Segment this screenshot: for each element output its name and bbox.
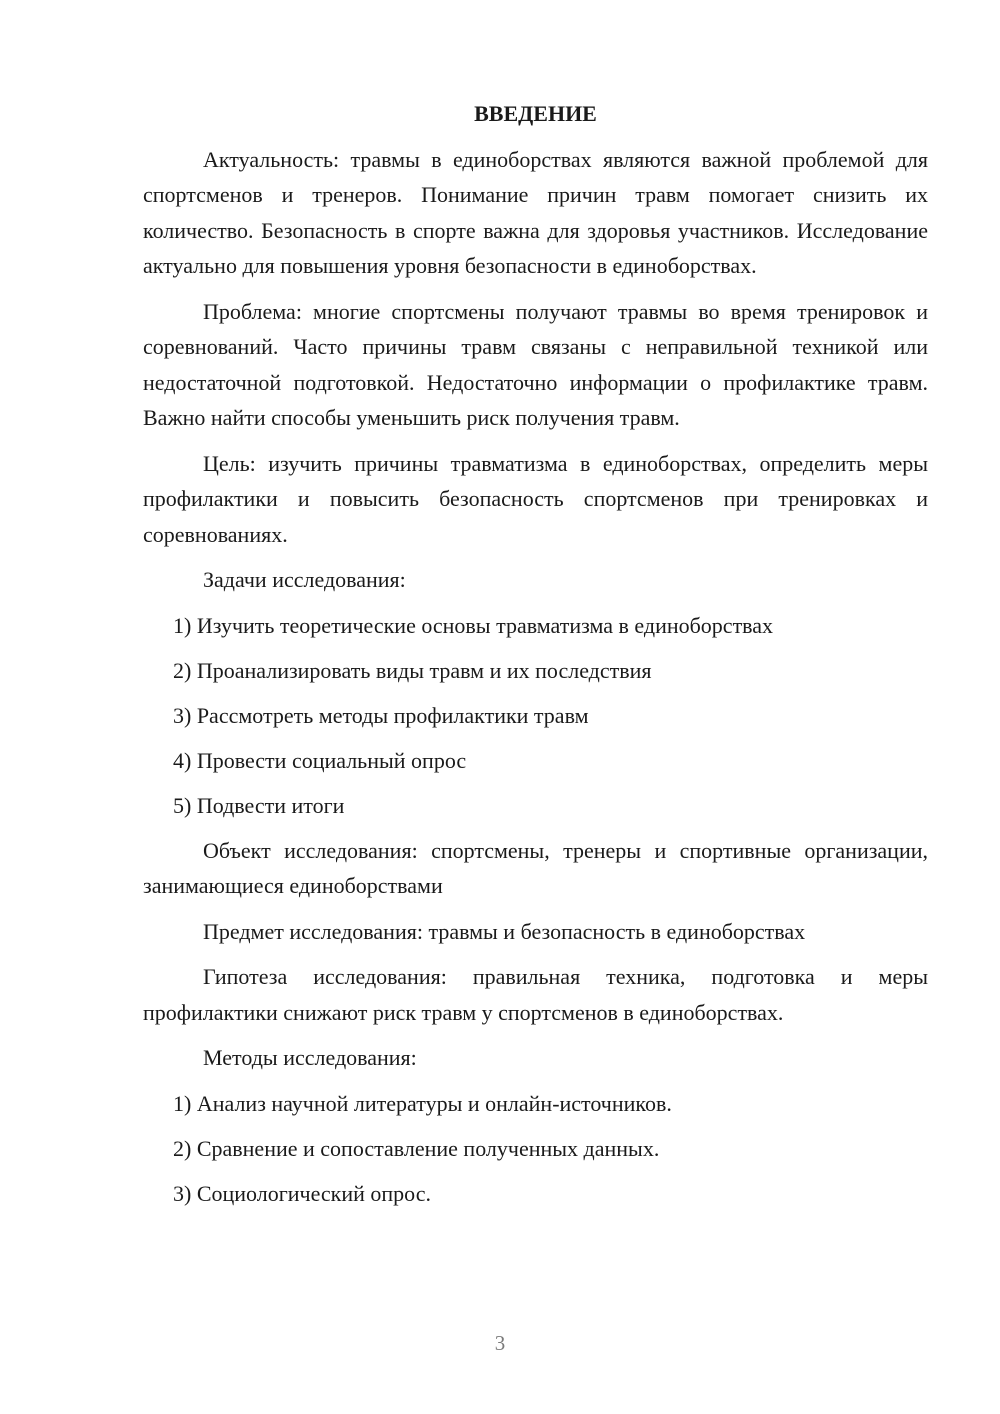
paragraph-problem: Проблема: многие спортсмены получают травмы во время тренировок и соревнований. Часто причины травм связаны с неправильной техникой или недостаточной подготовкой. Недостаточно информации о профилактике травм. Важно найти способы уменьшить риск получения травм.	[143, 298, 928, 430]
paragraph-object: Объект исследования: спортсмены, тренеры и спортивные организации, занимающиеся единоборствами	[143, 837, 928, 898]
paragraph-relevance: Актуальность: травмы в единоборствах являются важной проблемой для спортсменов и тренеров. Понимание причин травм помогает снизить их количество. Безопасность в спорте важна для здоровья участников. Исследование актуально для повышения уровня безопасности в единоборствах.	[143, 146, 928, 278]
paragraph-goal: Цель: изучить причины травматизма в единоборствах, определить меры профилактики и повысить безопасность спортсменов при тренировках и соревнованиях.	[143, 450, 928, 547]
methods-list	[143, 1086, 928, 1212]
document-title: ВВЕДЕНИЕ	[474, 101, 597, 126]
list-item: 1) Анализ научной литературы и онлайн-источников.	[173, 1090, 672, 1116]
document-page	[143, 96, 928, 1221]
tasks-heading: Задачи исследования:	[203, 567, 406, 592]
paragraph-subject: Предмет исследования: травмы и безопасность в единоборствах	[203, 918, 806, 944]
list-item: 3) Рассмотреть методы профилактики травм	[173, 702, 589, 728]
list-item: 5) Подвести итоги	[173, 792, 345, 818]
methods-heading: Методы исследования:	[203, 1045, 417, 1070]
paragraph-hypothesis: Гипотеза исследования: правильная техника, подготовка и меры профилактики снижают риск травм у спортсменов в единоборствах.	[143, 964, 928, 1025]
list-item: 1) Изучить теоретические основы травматизма в единоборствах	[173, 612, 774, 638]
list-item: 2) Проанализировать виды травм и их последствия	[173, 657, 652, 683]
list-item: 3) Социологический опрос.	[173, 1180, 431, 1206]
list-item: 4) Провести социальный опрос	[173, 747, 467, 773]
page-number: 3	[494, 1331, 506, 1355]
tasks-list	[143, 608, 928, 824]
list-item: 2) Сравнение и сопоставление полученных данных.	[173, 1135, 660, 1161]
